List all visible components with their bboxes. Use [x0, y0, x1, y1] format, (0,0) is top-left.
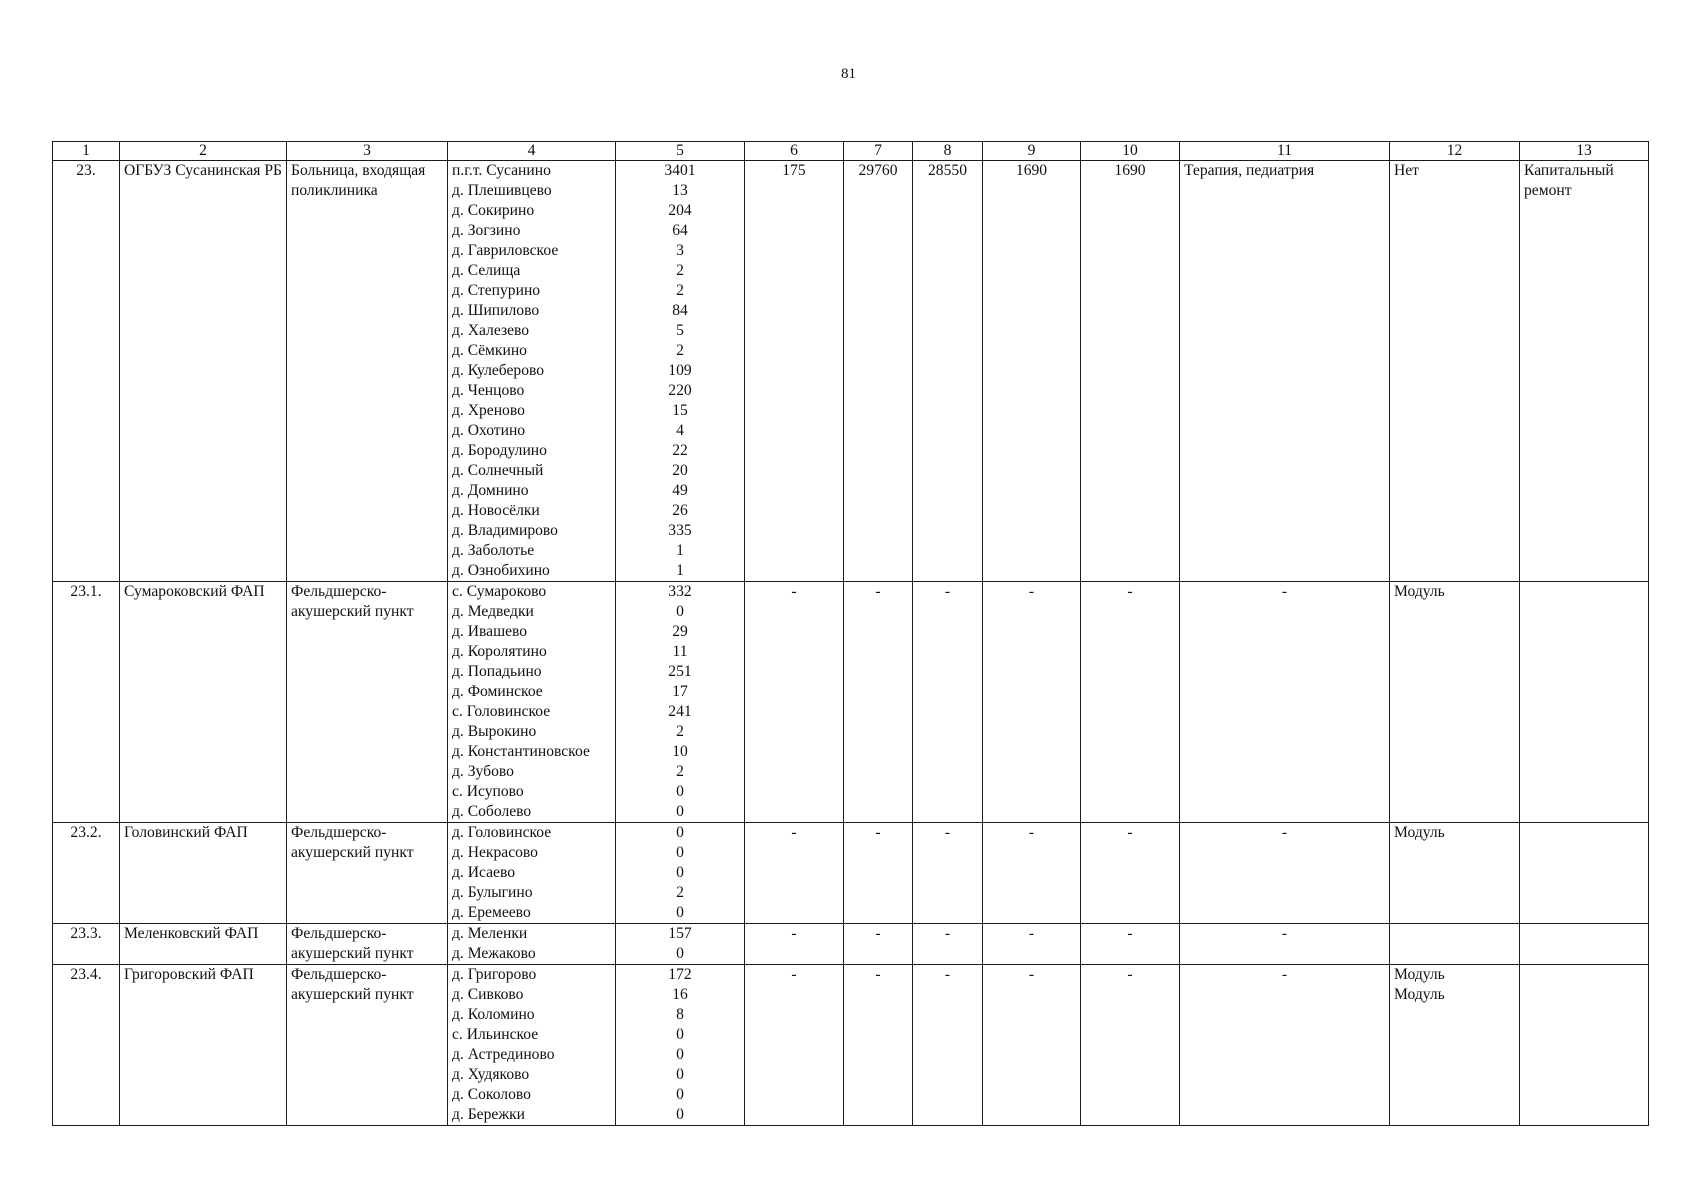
settlement-name: д. Королятино [452, 643, 547, 660]
settlement-name: д. Охотино [452, 422, 526, 439]
settlement-name: с. Сумароково [452, 583, 547, 600]
building-status-item: Модуль [1394, 986, 1445, 1003]
value-c9: - [983, 823, 1081, 924]
settlement-name: д. Бережки [452, 1106, 526, 1123]
settlement-name: д. Головинское [452, 824, 552, 841]
settlement-name: д. Соболево [452, 803, 532, 820]
value-c9: - [983, 965, 1081, 1126]
column-header: 9 [983, 142, 1081, 161]
settlement-name: д. Исаево [452, 864, 515, 881]
planned-action [1520, 823, 1649, 924]
value-c6: - [745, 823, 844, 924]
column-header: 2 [120, 142, 287, 161]
facility-name: Головинский ФАП [120, 823, 287, 924]
settlement-population: 22 [672, 442, 688, 459]
value-c7: - [844, 924, 913, 965]
settlement-population: 241 [668, 703, 692, 720]
value-c7: - [844, 582, 913, 823]
value-c9: - [983, 582, 1081, 823]
building-status-item: Модуль [1394, 583, 1445, 600]
settlement-population: 157 [668, 925, 692, 942]
settlement-population: 0 [676, 803, 684, 820]
settlement-population: 172 [668, 966, 692, 983]
planned-action [1520, 582, 1649, 823]
settlement-name: д. Худяково [452, 1066, 530, 1083]
settlement-population: 2 [676, 763, 684, 780]
column-header: 5 [616, 142, 745, 161]
value-c7: - [844, 823, 913, 924]
settlement-name: д. Зубово [452, 763, 514, 780]
settlement-population: 29 [672, 623, 688, 640]
population-list [616, 582, 745, 823]
settlement-population: 84 [672, 302, 688, 319]
facilities-table [52, 141, 1649, 1126]
settlement-name: д. Медведки [452, 603, 534, 620]
column-header: 10 [1081, 142, 1180, 161]
row-number: 23.2. [53, 823, 120, 924]
settlement-population: 20 [672, 462, 688, 479]
column-header: 7 [844, 142, 913, 161]
value-c6: - [745, 582, 844, 823]
settlement-population: 1 [676, 562, 684, 579]
settlement-population: 49 [672, 482, 688, 499]
column-header: 12 [1390, 142, 1520, 161]
settlement-list [448, 965, 616, 1126]
settlement-population: 64 [672, 222, 688, 239]
settlement-population: 16 [672, 986, 688, 1003]
settlement-name: д. Коломино [452, 1006, 535, 1023]
settlement-name: д. Сёмкино [452, 342, 527, 359]
planned-action [1520, 965, 1649, 1126]
settlement-name: д. Домнино [452, 482, 529, 499]
column-header: 4 [448, 142, 616, 161]
settlement-population: 13 [672, 182, 688, 199]
header-row [53, 142, 1649, 161]
value-c10: - [1081, 924, 1180, 965]
value-c9: 1690 [983, 161, 1081, 582]
settlement-name: д. Булыгино [452, 884, 533, 901]
building-status-item: Модуль [1394, 966, 1445, 983]
settlement-population: 0 [676, 844, 684, 861]
settlement-name: д. Гавриловское [452, 242, 559, 259]
row-number: 23.1. [53, 582, 120, 823]
settlement-population: 0 [676, 864, 684, 881]
settlement-name: д. Попадьино [452, 663, 542, 680]
settlement-name: д. Ченцово [452, 382, 525, 399]
settlement-name: д. Соколово [452, 1086, 531, 1103]
settlement-population: 0 [676, 824, 684, 841]
settlement-name: д. Степурино [452, 282, 541, 299]
settlement-population: 1 [676, 542, 684, 559]
specialization: - [1180, 924, 1390, 965]
settlement-name: д. Сокирино [452, 202, 535, 219]
settlement-list [448, 161, 616, 582]
column-header: 3 [287, 142, 448, 161]
settlement-name: д. Заболотье [452, 542, 535, 559]
specialization: - [1180, 965, 1390, 1126]
settlement-name: д. Хреново [452, 402, 525, 419]
facility-type: Фельдшерско-акушерский пункт [287, 823, 448, 924]
settlement-name: д. Новосёлки [452, 502, 540, 519]
value-c8: - [913, 823, 983, 924]
settlement-population: 0 [676, 1086, 684, 1103]
settlement-population: 2 [676, 884, 684, 901]
value-c6: - [745, 924, 844, 965]
specialization: - [1180, 823, 1390, 924]
settlement-population: 251 [668, 663, 692, 680]
settlement-population: 2 [676, 342, 684, 359]
settlement-name: д. Астрединово [452, 1046, 555, 1063]
table-row [53, 924, 1649, 965]
settlement-population: 2 [676, 262, 684, 279]
settlement-name: д. Селища [452, 262, 521, 279]
settlement-population: 8 [676, 1006, 684, 1023]
facility-type: Фельдшерско-акушерский пункт [287, 924, 448, 965]
settlement-population: 2 [676, 282, 684, 299]
population-list [616, 924, 745, 965]
settlement-name: д. Ознобихино [452, 562, 550, 579]
value-c10: 1690 [1081, 161, 1180, 582]
settlement-name: с. Исупово [452, 783, 524, 800]
planned-action: Капитальный ремонт [1520, 161, 1649, 582]
table-row [53, 582, 1649, 823]
building-status-item: Нет [1394, 162, 1419, 179]
settlement-name: д. Зогзино [452, 222, 521, 239]
settlement-population: 3401 [664, 162, 696, 179]
settlement-population: 11 [672, 643, 688, 660]
facility-name: ОГБУЗ Сусанинская РБ [120, 161, 287, 582]
settlement-name: п.г.т. Сусанино [452, 162, 551, 179]
settlement-name: д. Григорово [452, 966, 537, 983]
settlement-population: 4 [676, 422, 684, 439]
building-status [1390, 924, 1520, 965]
settlement-population: 0 [676, 904, 684, 921]
row-number: 23.4. [53, 965, 120, 1126]
settlement-name: с. Головинское [452, 703, 551, 720]
value-c8: - [913, 965, 983, 1126]
planned-action [1520, 924, 1649, 965]
row-number: 23.3. [53, 924, 120, 965]
facility-type: Фельдшерско-акушерский пункт [287, 965, 448, 1126]
population-list [616, 965, 745, 1126]
value-c9: - [983, 924, 1081, 965]
settlement-population: 332 [668, 583, 692, 600]
settlement-name: д. Солнечный [452, 462, 544, 479]
building-status [1390, 823, 1520, 924]
value-c8: - [913, 924, 983, 965]
value-c6: - [745, 965, 844, 1126]
settlement-population: 109 [668, 362, 692, 379]
settlement-population: 17 [672, 683, 688, 700]
settlement-name: д. Некрасово [452, 844, 538, 861]
value-c6: 175 [745, 161, 844, 582]
settlement-population: 0 [676, 1046, 684, 1063]
settlement-name: д. Владимирово [452, 522, 558, 539]
settlement-list [448, 823, 616, 924]
building-status [1390, 582, 1520, 823]
settlement-name: д. Шипилово [452, 302, 540, 319]
settlement-population: 26 [672, 502, 688, 519]
settlement-population: 0 [676, 783, 684, 800]
settlement-population: 15 [672, 402, 688, 419]
settlement-name: д. Фоминское [452, 683, 543, 700]
settlement-name: д. Еремеево [452, 904, 531, 921]
settlement-population: 2 [676, 723, 684, 740]
column-header: 8 [913, 142, 983, 161]
settlement-population: 204 [668, 202, 692, 219]
facility-type: Больница, входящая поликлиника [287, 161, 448, 582]
settlement-name: д. Кулеберово [452, 362, 545, 379]
facility-type: Фельдшерско-акушерский пункт [287, 582, 448, 823]
settlement-name: д. Ивашево [452, 623, 528, 640]
value-c8: - [913, 582, 983, 823]
value-c10: - [1081, 823, 1180, 924]
settlement-population: 5 [676, 322, 684, 339]
settlement-population: 0 [676, 1106, 684, 1123]
table-body [53, 142, 1649, 1126]
table-row [53, 965, 1649, 1126]
settlement-population: 335 [668, 522, 692, 539]
settlement-population: 0 [676, 1026, 684, 1043]
building-status [1390, 161, 1520, 582]
table-row [53, 823, 1649, 924]
settlement-list [448, 582, 616, 823]
column-header: 11 [1180, 142, 1390, 161]
settlement-name: д. Константиновское [452, 743, 590, 760]
settlement-name: д. Вырокино [452, 723, 537, 740]
value-c8: 28550 [913, 161, 983, 582]
settlement-population: 0 [676, 945, 684, 962]
value-c10: - [1081, 965, 1180, 1126]
settlement-name: д. Межаково [452, 945, 536, 962]
building-status-item: Модуль [1394, 824, 1445, 841]
column-header: 6 [745, 142, 844, 161]
settlement-population: 0 [676, 603, 684, 620]
settlement-name: д. Бородулино [452, 442, 547, 459]
settlement-name: с. Ильинское [452, 1026, 539, 1043]
column-header: 13 [1520, 142, 1649, 161]
settlement-population: 0 [676, 1066, 684, 1083]
specialization: - [1180, 582, 1390, 823]
settlement-name: д. Плешивцево [452, 182, 552, 199]
column-header: 1 [53, 142, 120, 161]
facility-name: Меленковский ФАП [120, 924, 287, 965]
table-row [53, 161, 1649, 582]
settlement-population: 10 [672, 743, 688, 760]
facility-name: Сумароковский ФАП [120, 582, 287, 823]
page-number: 81 [841, 66, 856, 82]
value-c7: 29760 [844, 161, 913, 582]
settlement-name: д. Сивково [452, 986, 524, 1003]
population-list [616, 161, 745, 582]
population-list [616, 823, 745, 924]
settlement-name: д. Халезево [452, 322, 530, 339]
facility-name: Григоровский ФАП [120, 965, 287, 1126]
settlement-population: 3 [676, 242, 684, 259]
building-status [1390, 965, 1520, 1126]
row-number: 23. [53, 161, 120, 582]
settlement-population: 220 [668, 382, 692, 399]
settlement-list [448, 924, 616, 965]
value-c10: - [1081, 582, 1180, 823]
settlement-name: д. Меленки [452, 925, 528, 942]
specialization: Терапия, педиатрия [1180, 161, 1390, 582]
value-c7: - [844, 965, 913, 1126]
